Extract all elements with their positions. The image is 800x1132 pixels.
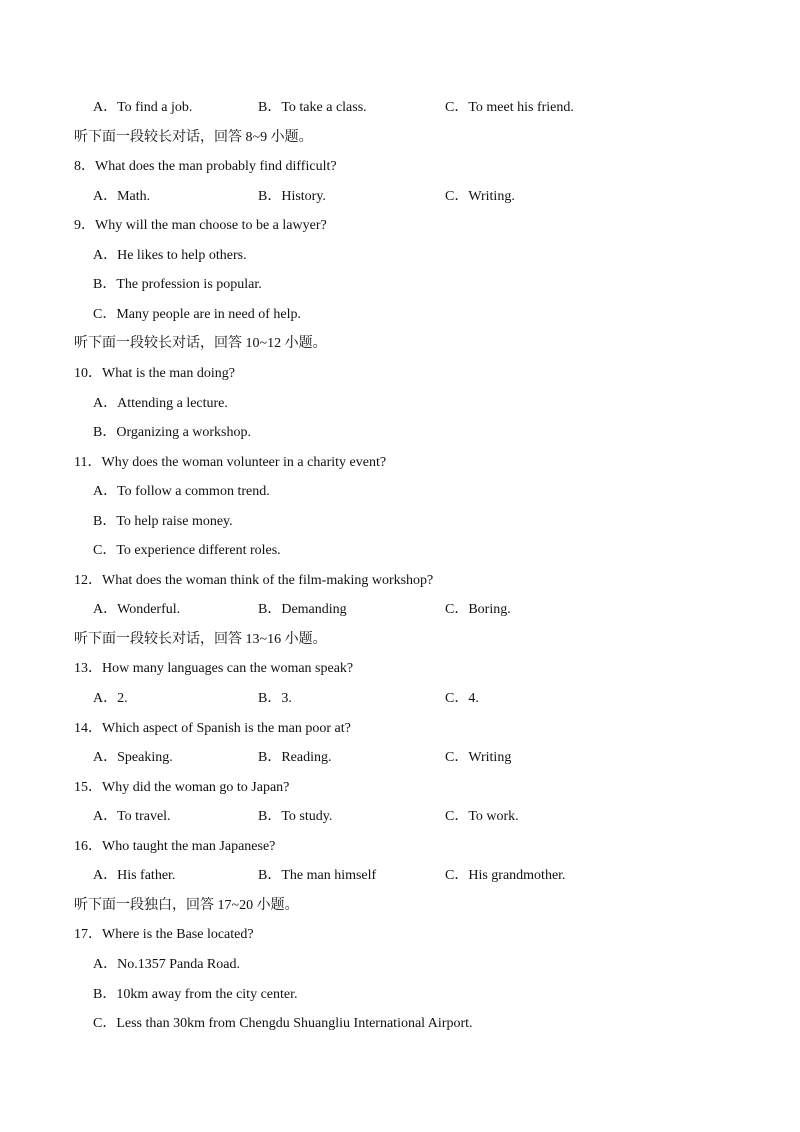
option-a: A．Wonderful.	[93, 602, 181, 617]
option-b: B．To take a class.	[258, 100, 367, 115]
option-b: B．The man himself	[258, 868, 377, 883]
question-text: 11．Why does the woman volunteer in a charity event?	[74, 455, 387, 470]
option-a: A．Math.	[93, 189, 151, 204]
option-c: C．To meet his friend.	[445, 100, 574, 115]
option-a: A．To travel.	[93, 809, 171, 824]
option-line: C．Less than 30km from Chengdu Shuangliu International Airport.	[93, 1016, 473, 1031]
option-line: A．Attending a lecture.	[93, 396, 228, 411]
option-b: B．To study.	[258, 809, 333, 824]
option-line: A．He likes to help others.	[93, 248, 247, 263]
question-text: 16．Who taught the man Japanese?	[74, 839, 276, 854]
option-c: C．Boring.	[445, 602, 511, 617]
option-line: C．Many people are in need of help.	[93, 307, 301, 322]
option-c: C．His grandmother.	[445, 868, 566, 883]
option-line: C．To experience different roles.	[93, 543, 281, 558]
option-b: B．Reading.	[258, 750, 332, 765]
question-text: 9．Why will the man choose to be a lawyer?	[74, 218, 327, 233]
option-b: B．History.	[258, 189, 326, 204]
option-b: B．Demanding	[258, 602, 347, 617]
option-line: A．To follow a common trend.	[93, 484, 270, 499]
option-c: C．4.	[445, 691, 479, 706]
option-a: A．His father.	[93, 868, 176, 883]
option-a: A．Speaking.	[93, 750, 173, 765]
question-text: 14．Which aspect of Spanish is the man poor at?	[74, 721, 351, 736]
question-text: 17．Where is the Base located?	[74, 927, 254, 942]
section-instruction: 听下面一段较长对话，回答 8~9 小题。	[74, 130, 313, 145]
option-c: C．To work.	[445, 809, 519, 824]
option-line: B．To help raise money.	[93, 514, 233, 529]
option-a: A．To find a job.	[93, 100, 193, 115]
section-instruction: 听下面一段独白，回答 17~20 小题。	[74, 898, 299, 913]
question-text: 13．How many languages can the woman speak?	[74, 661, 354, 676]
option-line: B．10km away from the city center.	[93, 987, 298, 1002]
section-instruction: 听下面一段较长对话，回答 13~16 小题。	[74, 632, 327, 647]
option-c: C．Writing	[445, 750, 512, 765]
option-c: C．Writing.	[445, 189, 515, 204]
option-line: B．Organizing a workshop.	[93, 425, 251, 440]
question-text: 15．Why did the woman go to Japan?	[74, 780, 290, 795]
option-a: A．2.	[93, 691, 128, 706]
question-text: 12．What does the woman think of the film-making workshop?	[74, 573, 434, 588]
option-b: B．3.	[258, 691, 292, 706]
question-text: 8．What does the man probably find difficult?	[74, 159, 337, 174]
section-instruction: 听下面一段较长对话，回答 10~12 小题。	[74, 336, 327, 351]
option-line: B．The profession is popular.	[93, 277, 262, 292]
option-line: A．No.1357 Panda Road.	[93, 957, 240, 972]
question-text: 10．What is the man doing?	[74, 366, 235, 381]
